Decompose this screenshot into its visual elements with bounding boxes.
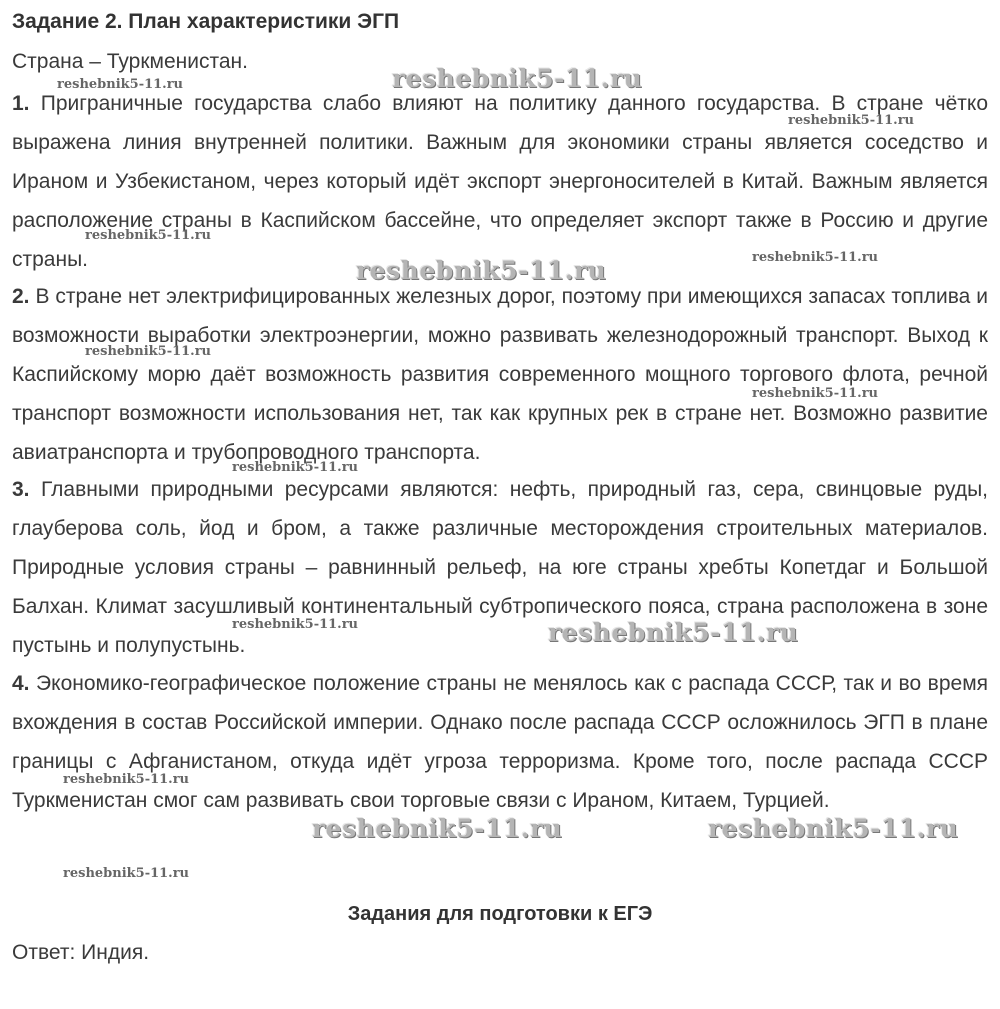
watermark: reshebnik5-11.ru — [312, 814, 563, 843]
watermark: reshebnik5-11.ru — [392, 64, 643, 93]
paragraph-2-number: 2. — [12, 285, 30, 308]
paragraph-3-text: Главными природными ресурсами являются: нефть, природный газ, сера, свинцовые руды, глауберова соль, йод и бром, а также различные месторождения строительных материалов. Природные условия страны – равнинный рельеф, на юге страны хребты Копетдаг и Большой Балхан. Климат засушливый континентальный субтропического пояса, страна расположена в зоне пустынь и полупустынь. — [12, 478, 989, 657]
watermark: reshebnik5-11.ru — [356, 256, 607, 285]
watermark: reshebnik5-11.ru — [752, 250, 879, 265]
watermark: reshebnik5-11.ru — [232, 617, 359, 632]
paragraph-2-text: В стране нет электрифицированных железных дорог, поэтому при имеющихся запасах топлива и возможности выработки электроэнергии, можно развивать железнодорожный транспорт. Выход к Каспийскому морю даёт возможность развития современного мощного торгового флота, речной транспорт возможности использования нет, так как крупных рек в стране нет. Возможно развитие авиатранспорта и трубопроводного транспорта. — [12, 285, 988, 464]
paragraph-2 — [12, 277, 988, 472]
paragraph-1 — [12, 84, 988, 279]
paragraph-4-text: Экономико-географическое положение страны не менялось как с распада СССР, так и во время вхождения в состав Российской империи. Однако после распада СССР осложнилось ЭГП в плане границы с Афганистаном, откуда идёт угроза терроризма. Кроме того, после распада СССР Туркменистан смог сам развивать свои торговые связи с Ираном, Китаем, Турцией. — [12, 672, 988, 812]
paragraph-4 — [12, 664, 988, 820]
paragraph-3-number: 3. — [12, 478, 30, 501]
task-title: Задание 2. План характеристики ЭГП — [12, 10, 400, 33]
paragraph-1-number: 1. — [12, 92, 30, 115]
watermark: reshebnik5-11.ru — [752, 386, 879, 401]
watermark: reshebnik5-11.ru — [63, 866, 190, 881]
paragraph-1-text: Приграничные государства слабо влияют на политику данного государства. В стране чётко выражена линия внутренней политики. Важным для экономики страны является соседство и Ираном и Узбекистаном, через который идёт экспорт энергоносителей в Китай. Важным является расположение страны в Каспийском бассейне, что определяет экспорт также в Россию и другие страны. — [12, 92, 988, 271]
watermark: reshebnik5-11.ru — [232, 460, 359, 475]
paragraph-3 — [12, 470, 988, 665]
answer-line: Ответ: Индия. — [12, 941, 150, 964]
watermark: reshebnik5-11.ru — [788, 113, 915, 128]
ege-section-heading: Задания для подготовки к ЕГЭ — [347, 903, 653, 925]
watermark: reshebnik5-11.ru — [548, 618, 799, 647]
watermark: reshebnik5-11.ru — [85, 344, 212, 359]
paragraph-4-number: 4. — [12, 672, 30, 695]
watermark: reshebnik5-11.ru — [85, 228, 212, 243]
watermark: reshebnik5-11.ru — [57, 77, 184, 92]
country-line: Страна – Туркменистан. — [12, 50, 248, 73]
watermark: reshebnik5-11.ru — [63, 772, 190, 787]
watermark: reshebnik5-11.ru — [708, 814, 959, 843]
